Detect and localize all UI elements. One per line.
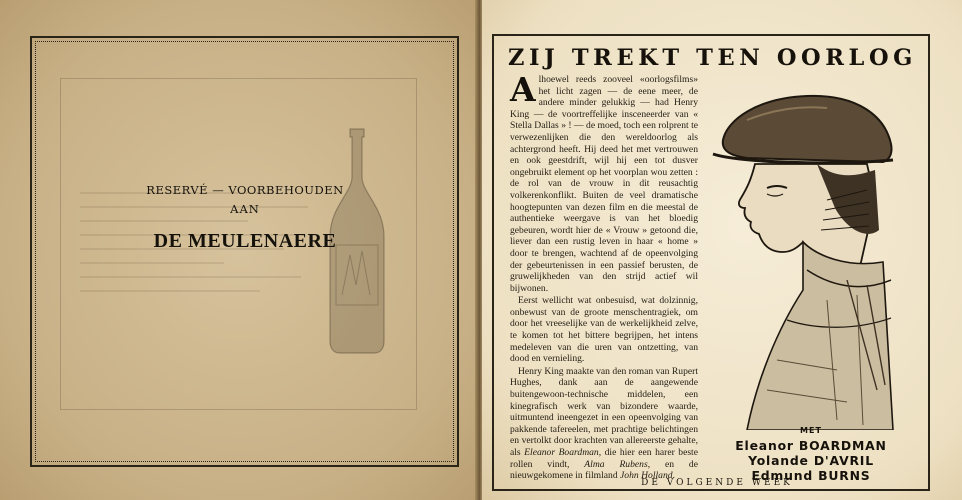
cast-label: MET — [800, 426, 822, 435]
actor-name: Alma Rubens — [584, 458, 648, 470]
aan-line: AAN — [230, 202, 260, 216]
actor-name: John Holland — [620, 470, 673, 482]
article-body — [510, 70, 698, 483]
soldier-portrait-illustration — [707, 80, 897, 430]
paragraph-2: Eerst wellicht wat onbesuisd, wat dolzinnig, onbewust van de groote menschentragiek, om door het vreeselijke van de werkelijkheid zelve, te komen tot het bittere begrijpen, het intens medeleven van die uren van ontzetting, van dood en vernieling. — [510, 295, 698, 365]
drop-cap: A — [510, 70, 536, 109]
cast-member: Edmund BURNS — [751, 468, 871, 483]
paragraph-3-text: . — [672, 470, 675, 482]
paragraph-1 — [510, 70, 698, 294]
page-title: ZIJ TREKT TEN OORLOG — [508, 45, 917, 71]
actor-name: Eleanor Boardman — [524, 447, 599, 458]
paragraph-3-text: Henry King maakte van den roman van Rupert Hughes, dank aan de aangewende buitengewoon-technische middelen, een kinegrafisch werk van bizondere waarde, uitmuntend ineengezet in een opeenvolging van pakkende tafereelen, met prachtige belichtingen en vertolkt door krachten van allereerste gehalte, als — [510, 365, 698, 458]
left-page — [0, 0, 478, 500]
paragraph-3-text: , die hier een harer beste rollen vindt, — [510, 447, 698, 470]
cast-member: Yolande D'AVRIL — [748, 453, 874, 468]
paragraph-3-text: , en de nieuwgekomene in filmland — [510, 458, 698, 482]
reserve-line: RESERVÉ — VOORBEHOUDEN — [146, 183, 344, 197]
page-footer: DE VOLGENDE WEEK — [641, 478, 793, 488]
paragraph-1-text: lhoewel reeds zooveel «oorlogsfilms» het licht zagen — de eene meer, de andere minder gelukkig — had Henry King — de voortreffelijke insceneerder van « Stella Dallas » ! — de moed, toch een rolprent te verwezenlijken die den wereldoorlog als achtergrond heeft. Hij deed het met vertrouwen en ook geestdrift, wijl hij een tot dusver ongebruikt element op het voorplan wou zetten : de rol van de vrouw in dit reusachtig volkerenkonflikt. Buiten de veel dramatische hoogtepunten van dezen film en die meestal de authentieke weergave is van het bloedig gebeuren, wordt hier de « Vrouw » getoond die, liever dan een rustig leven in haar « home » door te brengen, wachtend af de opeenvolging der gebeurtenissen in een passief berusten, de gruwelijkheden van den strijd actief wil bijwonen. — [510, 74, 698, 294]
reserved-for-name: DE MEULENAERE — [153, 230, 337, 252]
cast-list — [718, 426, 904, 483]
right-page — [482, 0, 962, 500]
paragraph-3 — [510, 366, 698, 482]
cast-member: Eleanor BOARDMAN — [735, 438, 887, 453]
